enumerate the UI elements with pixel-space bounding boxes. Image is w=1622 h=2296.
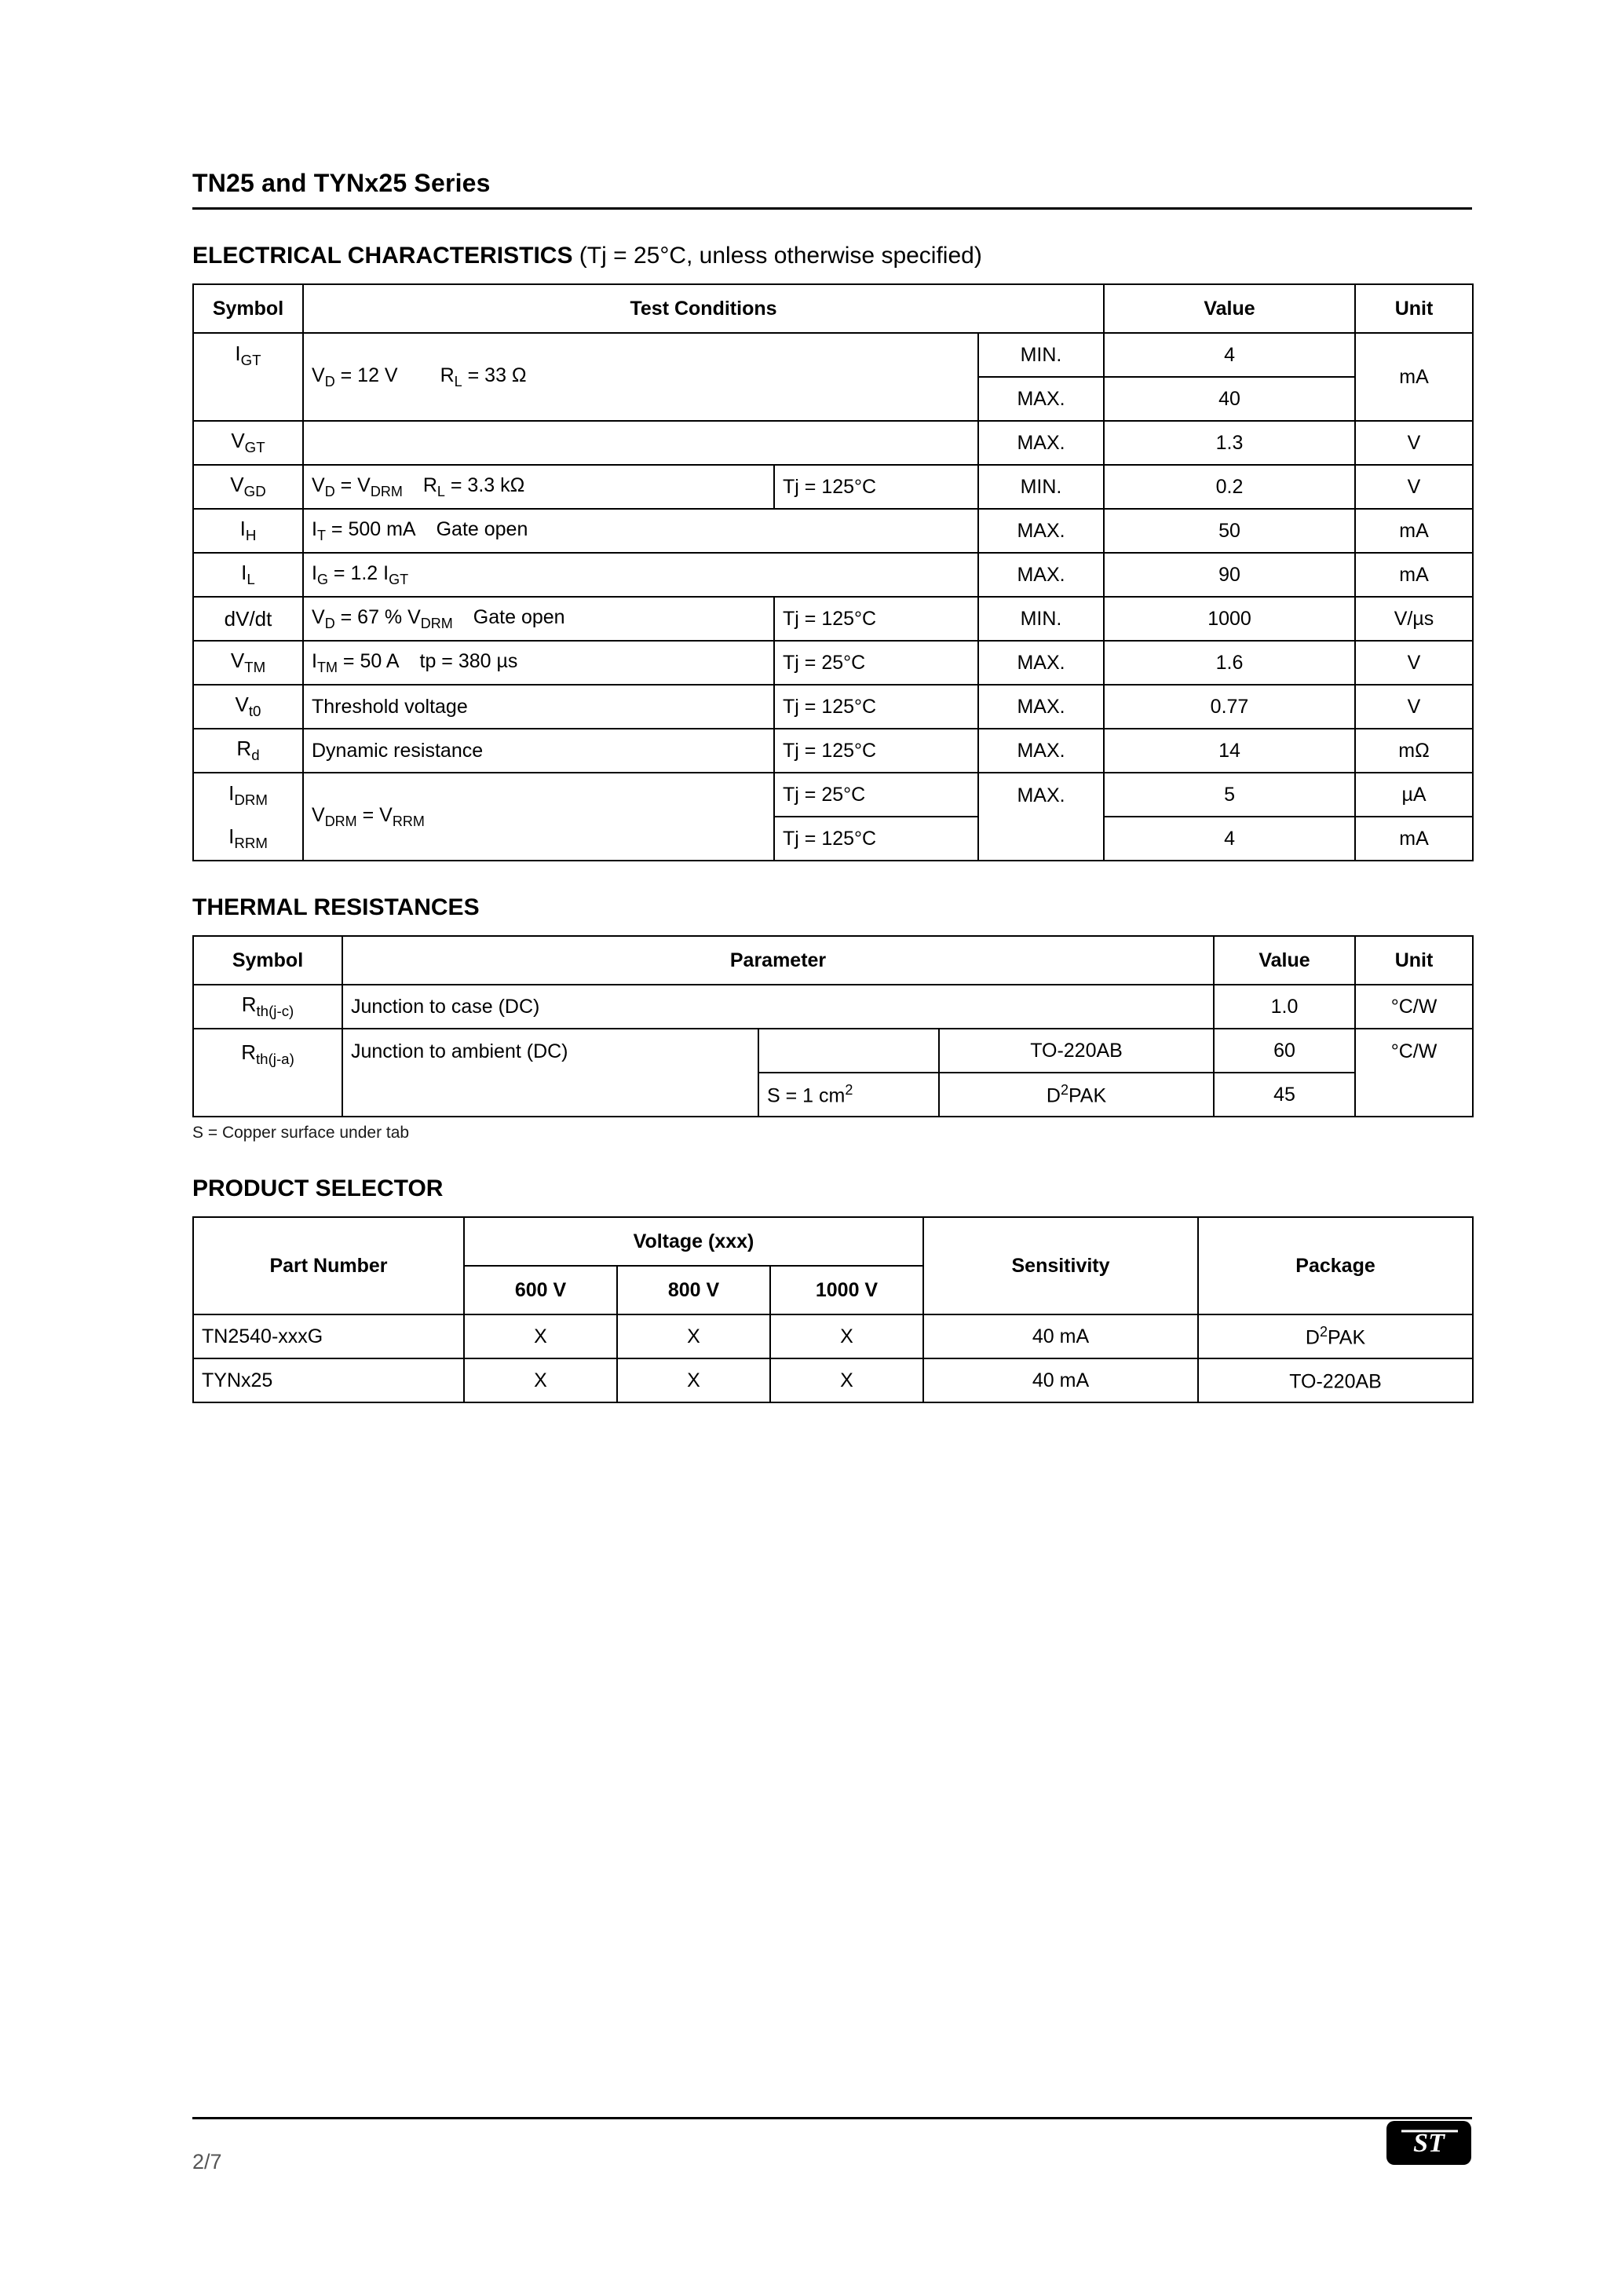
cond-vd-sub: D [324,483,335,499]
cell-temp: Tj = 125°C [774,729,978,773]
symbol-sub: L [247,571,255,588]
cond-vdrm-sub: DRM [420,615,453,631]
symbol-sub: GT [240,352,261,369]
cell-value: 60 [1214,1029,1355,1073]
symbol-sub: d [251,747,260,764]
symbol-main: R [241,993,257,1017]
table-row [193,421,1473,465]
table-row [193,773,1473,817]
cond-it-sub: T [316,527,326,543]
cond-vd: V [312,473,325,496]
symbol-main: I [228,781,235,805]
cell-symbol-rthjc [193,985,342,1029]
parameter-text: Junction to ambient (DC) [351,1040,568,1062]
cond-vd-rest: = 12 V [334,364,398,386]
package-sup: 2 [1319,1323,1328,1340]
cell-symbol-ih [193,509,303,553]
cell-cond-idrm [303,773,774,861]
cell-cond-dvdt [303,597,774,641]
table-row [193,465,1473,509]
cell-qual: MIN. [978,597,1104,641]
cell-unit: °C/W [1355,985,1473,1029]
table-row [193,641,1473,685]
col-voltage-1000: 1000 V [770,1266,923,1314]
cell-unit: mA [1355,817,1473,861]
package-pre: D [1305,1326,1320,1349]
page-footer [192,2117,1472,2174]
table-row [193,729,1473,773]
cell-unit: mA [1355,509,1473,553]
cond-itm-rest: = 50 A [337,649,400,672]
cond-vrrm-sub: RRM [392,813,425,829]
col-test-conditions: Test Conditions [303,284,1104,333]
cell-symbol-vtm [193,641,303,685]
cell-qual: MAX. [978,685,1104,729]
cell-symbol-rd [193,729,303,773]
col-voltage-600: 600 V [464,1266,617,1314]
section-title-thermal: THERMAL RESISTANCES [192,894,480,920]
cell-v600: X [464,1358,617,1402]
cell-qual: MAX. [978,773,1104,861]
cell-value: 1.3 [1104,421,1355,465]
symbol-sub: t0 [248,703,261,720]
cell-qual: MIN. [978,465,1104,509]
cell-unit: V [1355,685,1473,729]
cond-vd-rest: = 67 % V [334,605,421,628]
cell-symbol-empty [193,377,303,421]
cond-ig: I [312,561,317,584]
col-voltage-800: 800 V [617,1266,770,1314]
cell-surface-blank [758,1029,939,1073]
cell-value: 4 [1104,817,1355,861]
cond-rl-rest: = 33 Ω [462,364,527,386]
cell-unit: mA [1355,553,1473,597]
table-row [193,985,1473,1029]
cell-sensitivity: 40 mA [923,1314,1198,1358]
cond-vdrm-sub: DRM [324,813,357,829]
cond-it: I [312,517,317,540]
cond-vd: V [312,364,325,386]
cell-value: 0.2 [1104,465,1355,509]
cell-unit: V/µs [1355,597,1473,641]
cell-unit: V [1355,421,1473,465]
cell-cond-vt0: Threshold voltage [303,685,774,729]
col-parameter: Parameter [342,936,1214,985]
cell-qual: MIN. [978,333,1104,377]
cell-symbol-dvdt: dV/dt [193,597,303,641]
cell-value: 50 [1104,509,1355,553]
cell-symbol-rthja [193,1029,342,1117]
cell-package [1198,1314,1473,1358]
cell-unit: V [1355,465,1473,509]
section-title-product-selector: PRODUCT SELECTOR [192,1175,444,1201]
cell-package: TO-220AB [939,1029,1214,1073]
cond-vd: V [312,605,325,628]
cell-symbol-il [193,553,303,597]
cell-symbol-vgt [193,421,303,465]
symbol-main: R [241,1040,256,1064]
cell-temp: Tj = 125°C [774,465,978,509]
electrical-title-suffix: (Tj = 25°C, unless otherwise specified) [572,243,982,269]
cell-qual: MAX. [978,421,1104,465]
cell-surface [758,1073,939,1117]
cond-itm-sub: TM [316,659,338,675]
electrical-characteristics-table [192,283,1474,861]
surface-sup: 2 [845,1081,853,1098]
cond-rl: R [440,364,455,386]
cell-temp: Tj = 125°C [774,817,978,861]
cond-ig-rest: = 1.2 I [327,561,389,584]
symbol-main: R [236,737,252,761]
cell-symbol-idrm [193,773,303,817]
cell-unit: mΩ [1355,729,1473,773]
col-value: Value [1214,936,1355,985]
cell-temp: Tj = 25°C [774,641,978,685]
cell-qual: MAX. [978,553,1104,597]
symbol-main: I [235,341,241,365]
cond-rl-sub: L [454,373,462,389]
cell-value: 0.77 [1104,685,1355,729]
cell-symbol-vgd [193,465,303,509]
symbol-sub: H [245,527,257,544]
col-value: Value [1104,284,1355,333]
cond-vd-sub: D [324,615,335,631]
cell-cond-vgd [303,465,774,509]
symbol-main: I [241,561,247,585]
cond-tp: tp = 380 µs [419,649,518,672]
cell-temp: Tj = 25°C [774,773,978,817]
cond-vd-sub: D [324,373,335,389]
symbol-main: V [235,693,249,717]
package-pre: TO-220AB [1289,1370,1382,1393]
cell-qual: MAX. [978,641,1104,685]
col-symbol: Symbol [193,284,303,333]
cond-gate-open: Gate open [436,517,528,540]
surface-text: S = 1 cm [767,1084,846,1107]
section-title-electrical [192,243,1473,269]
symbol-sub: th(j-c) [256,1003,294,1020]
cell-package [939,1073,1214,1117]
symbol-main: V [230,473,244,497]
cell-qual: MAX. [978,729,1104,773]
table-header-row [193,1217,1473,1266]
cond-vdrm: V [312,803,325,826]
cell-cond-il [303,553,978,597]
symbol-sub: TM [244,659,266,676]
symbol-main: I [239,517,246,541]
cell-value: 40 [1104,377,1355,421]
cell-parameter: Junction to case (DC) [342,985,1214,1029]
cell-value: 5 [1104,773,1355,817]
package-post: PAK [1068,1084,1107,1107]
cell-unit: V [1355,641,1473,685]
cond-it-rest: = 500 mA [325,517,416,540]
cond-rl: R [422,473,437,496]
cell-qual: MAX. [978,509,1104,553]
cell-v800: X [617,1314,770,1358]
table-row [193,333,1473,377]
product-selector-table [192,1216,1474,1403]
cell-sensitivity: 40 mA [923,1358,1198,1402]
thermal-footnote: S = Copper surface under tab [192,1124,410,1142]
cell-value: 4 [1104,333,1355,377]
electrical-title-text: ELECTRICAL CHARACTERISTICS [192,243,573,269]
cell-value: 1.6 [1104,641,1355,685]
cell-parameter [342,1029,758,1117]
table-header-row [193,936,1473,985]
table-row [193,1029,1473,1073]
cell-v600: X [464,1314,617,1358]
symbol-sub: DRM [234,792,268,809]
page-number: 2/7 [192,2150,222,2174]
cell-temp: Tj = 125°C [774,597,978,641]
table-row [193,685,1473,729]
thermal-resistances-table [192,935,1474,1117]
cell-value: 45 [1214,1073,1355,1117]
st-logo-icon [1386,2120,1472,2170]
header-divider [192,207,1472,210]
cell-value: 1000 [1104,597,1355,641]
col-part-number: Part Number [193,1217,464,1314]
symbol-sub: GT [244,439,265,456]
cell-symbol-vt0 [193,685,303,729]
cell-symbol-igt [193,333,303,377]
cell-value: 1.0 [1214,985,1355,1029]
cell-value: 14 [1104,729,1355,773]
cell-symbol-irrm [193,817,303,861]
cond-rl-rest: = 3.3 kΩ [444,473,525,496]
cell-v1000: X [770,1358,923,1402]
symbol-main: I [228,824,235,848]
col-voltage: Voltage (xxx) [464,1217,923,1266]
table-row [193,1314,1473,1358]
cell-temp: Tj = 125°C [774,685,978,729]
package-sup: 2 [1060,1081,1069,1098]
table-row [193,597,1473,641]
cell-value: 90 [1104,553,1355,597]
cond-vd-rest: = V [334,473,371,496]
cell-unit: °C/W [1355,1029,1473,1117]
cond-gate-open: Gate open [473,605,565,628]
symbol-main: V [230,649,245,673]
cond-vdrm-rest: = V [356,803,393,826]
col-unit: Unit [1355,284,1473,333]
table-header-row [193,284,1473,333]
cond-ig-sub: G [316,571,328,587]
cond-vdrm-sub: DRM [370,483,403,499]
cond-rl-sub: L [437,483,445,499]
cell-cond-igt [303,333,978,421]
symbol-sub: th(j-a) [255,1051,294,1068]
table-row [193,553,1473,597]
col-package: Package [1198,1217,1473,1314]
symbol-sub: GD [243,483,266,500]
col-unit: Unit [1355,936,1473,985]
cond-itm: I [312,649,317,672]
table-row [193,509,1473,553]
cell-unit: mA [1355,333,1473,421]
col-symbol: Symbol [193,936,342,985]
col-sensitivity: Sensitivity [923,1217,1198,1314]
cell-qual: MAX. [978,377,1104,421]
symbol-main: V [231,429,245,453]
page-title: TN25 and TYNx25 Series [192,169,491,197]
cell-part-number: TN2540-xxxG [193,1314,464,1358]
symbol-sub: RRM [234,835,268,852]
cell-v1000: X [770,1314,923,1358]
cell-package [1198,1358,1473,1402]
table-row [193,1358,1473,1402]
cell-part-number: TYNx25 [193,1358,464,1402]
svg-text:ST: ST [1413,2129,1445,2158]
package-pre: D [1046,1084,1061,1107]
package-post: PAK [1327,1326,1366,1349]
cell-unit: µA [1355,773,1473,817]
cond-igt-sub: GT [389,571,409,587]
cell-v800: X [617,1358,770,1402]
cell-cond-vtm [303,641,774,685]
cell-cond-ih [303,509,978,553]
cell-cond-blank [303,421,978,465]
cell-cond-rd: Dynamic resistance [303,729,774,773]
